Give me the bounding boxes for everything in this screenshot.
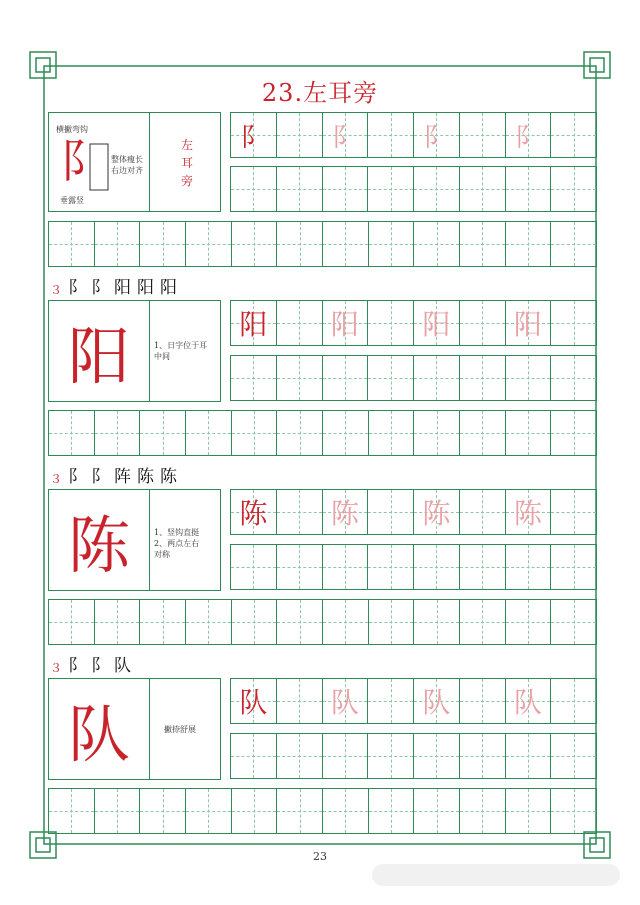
practice-row[interactable] (48, 221, 597, 267)
radical-top-label: 横撇弯钩 (56, 125, 88, 134)
trace-glyph: 队 (239, 686, 268, 719)
practice-row[interactable] (230, 355, 597, 401)
trace-glyph: 阝 (514, 122, 541, 153)
watermark-overlay (372, 864, 620, 886)
vertical-label-2: 耳 (180, 156, 193, 170)
char-demo-glyph: 队 (67, 697, 130, 771)
char-note: 1、竖钩直挺 (154, 528, 200, 537)
trace-glyph: 陈 (330, 497, 359, 530)
trace-glyph: 陈 (239, 497, 268, 530)
trace-glyph: 阳 (330, 308, 359, 341)
trace-glyph: 阝 (331, 122, 358, 153)
stroke-order-yang: ３ 阝 阝 阳 阳 阳 (50, 278, 178, 298)
trace-glyph: 陈 (513, 497, 542, 530)
page-title: 23.左耳旁 (261, 79, 379, 107)
trace-glyph: 陈 (422, 497, 451, 530)
practice-row[interactable] (230, 166, 597, 212)
measure-bracket (88, 142, 110, 192)
practice-row[interactable] (48, 599, 597, 645)
trace-glyph: 阝 (240, 122, 267, 153)
radical-trace-row[interactable] (230, 112, 597, 158)
vertical-label-3: 旁 (180, 174, 193, 188)
radical-side-label-2: 右边对齐 (111, 166, 143, 175)
practice-row[interactable] (230, 733, 597, 779)
char-demo-glyph: 阳 (67, 319, 130, 393)
char-note: 撇捺舒展 (164, 725, 196, 734)
radical-glyph: 阝 (60, 134, 106, 188)
trace-glyph: 队 (330, 686, 359, 719)
radical-bottom-label: 垂露竖 (60, 196, 84, 205)
trace-glyph: 队 (513, 686, 542, 719)
char-note: 对称 (154, 550, 170, 559)
char-note: 中间 (154, 352, 170, 361)
trace-row[interactable] (230, 678, 597, 724)
stroke-order-chen: ３ 阝 阝 阵 陈 陈 (50, 467, 178, 487)
char-demo-glyph: 陈 (67, 508, 130, 582)
char-note: 1、日字位于耳 (154, 341, 208, 350)
trace-glyph: 阝 (423, 122, 450, 153)
trace-row[interactable] (230, 300, 597, 346)
trace-glyph: 阳 (239, 308, 268, 341)
char-note: 2、两点左右 (154, 539, 200, 548)
trace-glyph: 阳 (422, 308, 451, 341)
vertical-label-1: 左 (180, 138, 193, 152)
page-number: 23 (313, 850, 327, 863)
practice-row[interactable] (48, 410, 597, 456)
radical-side-label-1: 整体瘦长 (111, 155, 143, 164)
practice-row[interactable] (230, 544, 597, 590)
trace-glyph: 阳 (513, 308, 542, 341)
stroke-order-dui: ３ 阝 阝 队 (50, 656, 132, 676)
trace-glyph: 队 (422, 686, 451, 719)
practice-row[interactable] (48, 788, 597, 834)
trace-row[interactable] (230, 489, 597, 535)
